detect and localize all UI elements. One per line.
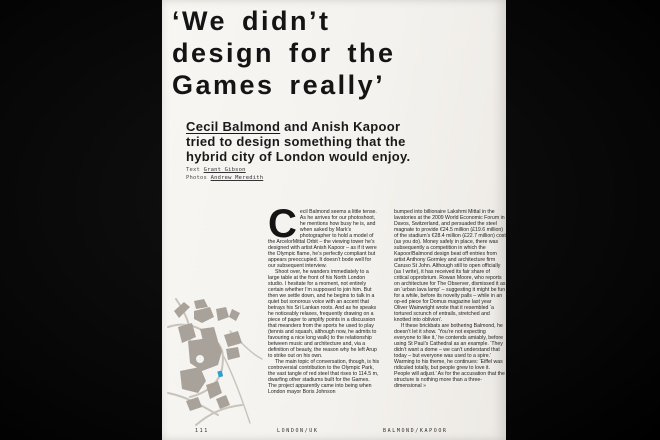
standfirst-author-link: Cecil Balmond (186, 119, 281, 134)
page-number: 111 (195, 428, 209, 434)
headline-line-2: design for the (172, 38, 396, 68)
magazine-page (162, 0, 506, 440)
map-roundabout (196, 355, 204, 363)
drop-cap: C (268, 202, 297, 246)
footer-section-label: LONDON/UK (277, 428, 319, 434)
article-paragraph-3: The main topic of conversation, though, is his controversial contribution to the Olympic Park, the vast tangle of red steel that rises to 114.5 m, dwarfing other stadiums built for the Games. The project apparently came into being when London mayor Boris Johnson (268, 359, 380, 395)
headline-line-1: ‘We didn’t (172, 6, 331, 36)
article-body (268, 202, 506, 395)
credit-photos (186, 174, 263, 182)
standfirst-line-1 (186, 119, 410, 134)
standfirst (186, 119, 410, 164)
headline-line-3: Games really’ (172, 70, 386, 100)
standfirst-line-2: tried to design something that the (186, 134, 406, 149)
article-paragraph-4: bumped into billionaire Lakshmi Mittal in the lavatories at the 2009 World Economic Forum in Davos, Switzerland, and persuaded the steel magnate to provide €24.5 million (£19.6 million) of the stadium’s €28.4 million (£22.7 million) cost (as you do). Money safely in place, there was subsequently a competition in which the Kapoor/Balmond design beat off entries from artist Anthony Gormley and architecture firm Caruso St John. Although still to open officially (as I write), it has received its fair share of critical opprobrium. Rowan Moore, who reports on architecture for The Observer, dismissed it as an ‘urban lava lamp’ – suggesting it might be fun for a while, before its novelty palls – while in an op-ed piece for Domus magazine last year Oliver Wainwright wrote that it resembled ‘a tortured scrunch of entrails, stretched and knotted into oblivion’. (394, 209, 506, 323)
credit-text (186, 166, 263, 174)
footer-article-label: BALMOND/KAPOOR (383, 428, 448, 434)
credit-photos-name: Andrew Meredith (210, 175, 264, 181)
article-paragraph-1-text: ecil Balmond seems a little tense. As he arrives for our photoshoot, he mentions how busy he is, and when asked by Mark’s photographer to hold a model of the ArcelorMittal Orbit – the viewing tower he’s designed with artist Anish Kapoor – as if it were the Olympic flame, he’s perfectly compliant but appears preoccupied. It doesn’t bode well for our subsequent interview. (268, 209, 377, 269)
map-blocks (174, 299, 242, 411)
credits (186, 166, 263, 182)
standfirst-line-1-rest: and Anish Kapoor (280, 119, 401, 134)
credit-text-label: Text (186, 167, 201, 173)
article-column-2 (394, 209, 506, 395)
headline (172, 5, 396, 101)
standfirst-line-3: hybrid city of London would enjoy. (186, 149, 411, 164)
article-paragraph-1 (268, 202, 380, 269)
site-map-graphic (166, 297, 266, 427)
article-paragraph-5: If these brickbats are bothering Balmond, he doesn’t let it show. ‘You’re not expecting everyone to like it,’ he contends amiably, before using St Paul’s Cathedral as an example. ‘They didn’t want a dome – we can’t understand that today – but everyone was used to a spire.’ Warming to his theme, he continues: ‘Eiffel was ridiculed totally, but people grew to love it. People will adjust.’ As for the accusation that the structure is nothing more than a three-dimensional » (394, 323, 505, 389)
article-paragraph-2: Shoot over, he wanders immediately to a large table at the front of his North London studio. I hesitate for a moment, not entirely certain whether I’m supposed to join him. But then we settle down, and he begins to talk in a quiet but sonorous voice with an accent that betrays his Sri Lankan roots. And as he speaks he noticeably relaxes, frequently drawing on a piece of paper to amplify points in a discussion that meanders from the sports he used to play (tennis and squash, although now, he admits to favouring a nice long walk) to the relationship between music and architecture and, via a definition of beauty, the reason why he left Arup to strike out on his own. (268, 269, 377, 359)
article-column-1 (268, 202, 380, 395)
credit-photos-label: Photos (186, 175, 208, 181)
credit-text-name: Grant Gibson (203, 167, 246, 173)
